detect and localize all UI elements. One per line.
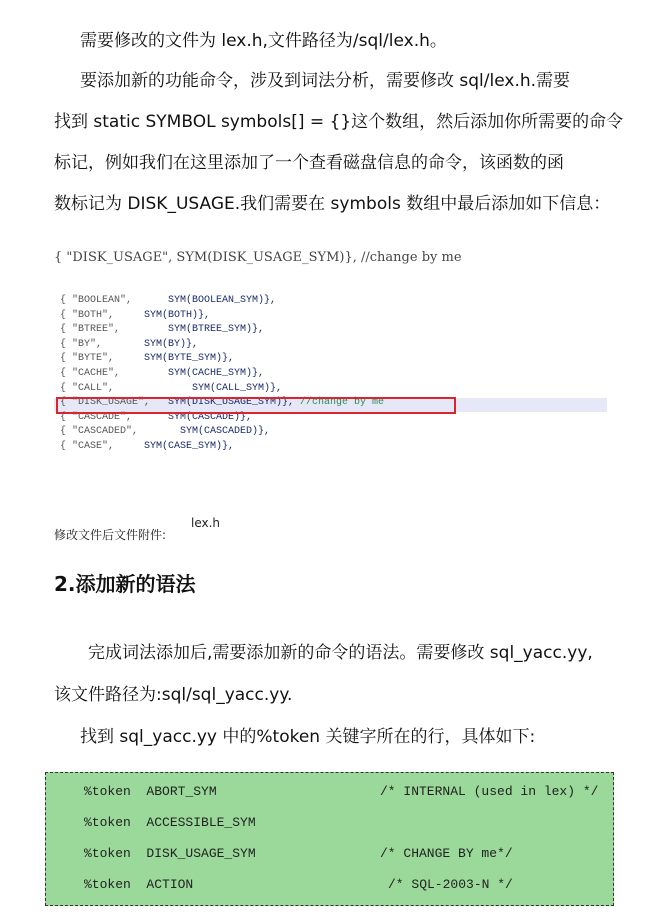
token-line: %token ABORT_SYM [84, 784, 217, 799]
paragraph-line: 找到 static SYMBOL symbols[] = {}这个数组，然后添加你所需要的命令 [54, 112, 624, 132]
code-snippet: { "DISK_USAGE", SYM(DISK_USAGE_SYM)}, //change by me [54, 250, 462, 265]
section-heading: 2.添加新的语法 [54, 572, 196, 596]
paragraph-line: 找到 sql_yacc.yy 中的%token 关键字所在的行，具体如下: [80, 727, 536, 747]
code-block [45, 772, 614, 906]
code-line: { "BY", SYM(BY)}, [60, 338, 199, 350]
token-comment: /* SQL-2003-N */ [388, 877, 513, 892]
code-line: { "CASE", SYM(CASE_SYM)}, [60, 441, 235, 452]
attachment-label: 修改文件后文件附件: [54, 528, 167, 542]
token-comment: /* CHANGE BY me*/ [380, 846, 513, 861]
paragraph-line: 数标记为 DISK_USAGE.我们需要在 symbols 数组中最后添加如下信息： [54, 194, 611, 214]
code-line: { "BTREE", SYM(BTREE_SYM)}, [60, 324, 265, 336]
token-line: %token DISK_USAGE_SYM [84, 846, 256, 861]
code-line: { "BYTE", SYM(BYTE_SYM)}, [60, 353, 235, 365]
token-line: %token ACTION [84, 877, 194, 892]
paragraph-line: 标记，例如我们在这里添加了一个查看磁盘信息的命令，该函数的函 [54, 153, 564, 173]
code-line: { "BOOLEAN", SYM(BOOLEAN_SYM)}, [60, 295, 277, 306]
code-line: { "CASCADED", SYM(CASCADED)}, [60, 426, 271, 438]
code-screenshot [54, 292, 609, 462]
paragraph-line: 完成词法添加后,需要添加新的命令的语法。需要修改 sql_yacc.yy, [88, 643, 593, 663]
paragraph-line: 该文件路径为:sql/sql_yacc.yy. [54, 685, 293, 705]
code-line: { "BOTH", SYM(BOTH)}, [60, 309, 211, 321]
highlight-box [56, 397, 456, 414]
paragraph-line: 要添加新的功能命令，涉及到词法分析，需要修改 sql/lex.h.需要 [80, 71, 571, 91]
code-line: { "CACHE", SYM(CACHE_SYM)}, [60, 368, 265, 379]
token-line: %token ACCESSIBLE_SYM [84, 815, 256, 830]
code-line: { "CALL", SYM(CALL_SYM)}, [60, 382, 283, 394]
attachment-file-link[interactable]: lex.h [191, 516, 221, 530]
code-line: { "DISK_USAGE", SYM(DISK_USAGE_SYM)}, //change by me [60, 397, 385, 409]
paragraph-file-info: 需要修改的文件为 lex.h,文件路径为/sql/lex.h。 [80, 31, 447, 51]
token-comment: /* INTERNAL (used in lex) */ [380, 784, 599, 799]
code-line: { "CASCADE", SYM(CASCADE)}, [60, 411, 253, 423]
